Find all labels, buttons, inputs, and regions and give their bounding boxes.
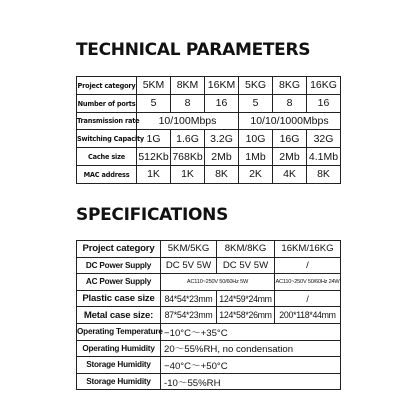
technical-parameters-table — [76, 76, 341, 184]
table-cell: 124*59*24mm — [217, 290, 275, 307]
table-cell: 5 — [137, 94, 171, 112]
row-header: Operating Humidity — [77, 340, 161, 357]
table-cell: 4K — [273, 165, 307, 183]
table-cell: 16 — [307, 94, 341, 112]
table-row — [77, 241, 341, 258]
table-cell: 8K — [205, 165, 239, 183]
table-cell: 10/100Mbps — [137, 112, 239, 130]
table-cell: 16G — [273, 130, 307, 148]
table-row — [77, 290, 341, 307]
row-header: Operating Temperature — [77, 323, 161, 340]
table-cell: 1K — [137, 165, 171, 183]
table-cell: 8K — [307, 165, 341, 183]
table-cell: 4.1Mb — [307, 148, 341, 166]
table-cell: DC 5V 5W — [161, 257, 217, 274]
table-cell: 87*54*23mm — [161, 307, 217, 324]
table-cell: 124*58*26mm — [217, 307, 275, 324]
table-cell: 200*118*44mm — [275, 307, 341, 324]
table-cell: 2K — [239, 165, 273, 183]
table-cell: 10/10/1000Mbps — [239, 112, 341, 130]
table-cell: 16KM — [205, 77, 239, 95]
row-header: Project category — [77, 77, 137, 95]
table-cell: 84*54*23mm — [161, 290, 217, 307]
table-cell: 5KG — [239, 77, 273, 95]
table-cell: / — [275, 290, 341, 307]
row-header: Metal case size: — [77, 307, 161, 324]
table-cell: AC110~250V 50/60Hz 5W — [161, 274, 275, 291]
specifications-table — [76, 240, 341, 390]
table-cell: 1G — [137, 130, 171, 148]
table-row — [77, 357, 341, 374]
technical-parameters-title: TECHNICAL PARAMETERS — [76, 40, 311, 60]
table-row — [77, 373, 341, 390]
table-cell: DC 5V 5W — [217, 257, 275, 274]
table-cell: 8KG — [273, 77, 307, 95]
table-cell: 1.6G — [171, 130, 205, 148]
table-cell: 8KM/8KG — [217, 241, 275, 258]
row-header: Switching Capacity — [77, 130, 137, 148]
row-header: Plastic case size — [77, 290, 161, 307]
row-header: MAC address — [77, 165, 137, 183]
table-cell: 768Kb — [171, 148, 205, 166]
specifications-title: SPECIFICATIONS — [76, 205, 229, 225]
table-cell: −40°C～+50°C — [161, 357, 341, 374]
table-cell: 512Kb — [137, 148, 171, 166]
table-cell: 2Mb — [273, 148, 307, 166]
table-cell: 16KG — [307, 77, 341, 95]
table-cell: / — [275, 257, 341, 274]
row-header: AC Power Supply — [77, 274, 161, 291]
table-row — [77, 257, 341, 274]
table-cell: 1Mb — [239, 148, 273, 166]
table-row — [77, 274, 341, 291]
table-row — [77, 323, 341, 340]
row-header: Storage Humidity — [77, 373, 161, 390]
table-row — [77, 148, 341, 166]
table-cell: 1K — [171, 165, 205, 183]
row-header: Project category — [77, 241, 161, 258]
table-cell: 5KM — [137, 77, 171, 95]
table-cell: −10°C～+35°C — [161, 323, 341, 340]
table-cell: 8 — [273, 94, 307, 112]
table-row — [77, 165, 341, 183]
table-row — [77, 77, 341, 95]
table-cell: 3.2G — [205, 130, 239, 148]
table-cell: 20～55%RH, no condensation — [161, 340, 341, 357]
table-cell: 2Mb — [205, 148, 239, 166]
table-row — [77, 340, 341, 357]
table-cell: 32G — [307, 130, 341, 148]
row-header: Number of ports — [77, 94, 137, 112]
table-cell: 8 — [171, 94, 205, 112]
row-header: Cache size — [77, 148, 137, 166]
table-cell: 5KM/5KG — [161, 241, 217, 258]
table-row — [77, 130, 341, 148]
row-header: DC Power Supply — [77, 257, 161, 274]
table-cell: 5 — [239, 94, 273, 112]
row-header: Transmission rate — [77, 112, 137, 130]
table-cell: 16 — [205, 94, 239, 112]
table-row — [77, 112, 341, 130]
table-cell: 8KM — [171, 77, 205, 95]
row-header: Storage Humidity — [77, 357, 161, 374]
table-cell: -10～55%RH — [161, 373, 341, 390]
table-row — [77, 307, 341, 324]
table-cell: 16KM/16KG — [275, 241, 341, 258]
table-cell: AC110~250V 50/60Hz 24W — [275, 274, 341, 291]
table-cell: 10G — [239, 130, 273, 148]
table-row — [77, 94, 341, 112]
